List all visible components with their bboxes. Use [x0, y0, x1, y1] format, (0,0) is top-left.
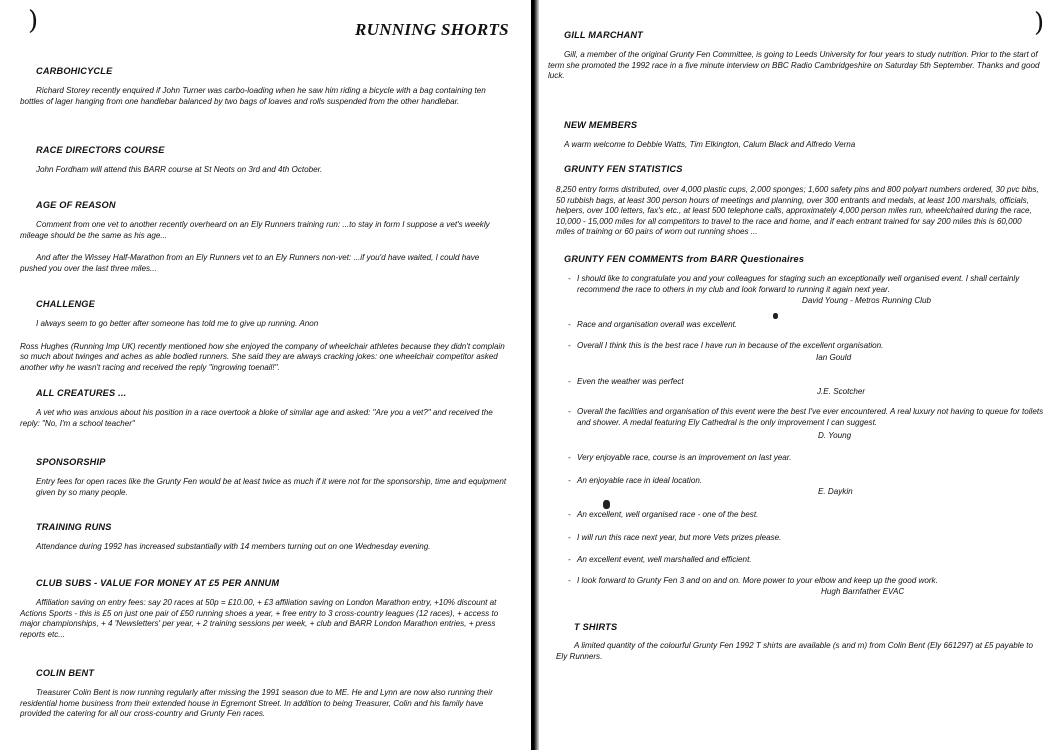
- comment-item: [568, 453, 1040, 464]
- section-text: John Fordham will attend this BARR course at St Neots on 3rd and 4th October.: [36, 165, 323, 174]
- binder-hole-mark: ): [1034, 8, 1045, 38]
- section-colin-bent: [20, 668, 508, 720]
- section-t-shirts: [556, 622, 1044, 662]
- section-heading: GRUNTY FEN COMMENTS from BARR Questionaires: [564, 254, 805, 264]
- comment-text: Race and organisation overall was excellent.: [577, 320, 738, 329]
- section-heading: TRAINING RUNS: [36, 522, 112, 532]
- list-dash: -: [568, 320, 571, 329]
- comments-heading-block: [564, 254, 1040, 264]
- list-dash: -: [568, 576, 571, 585]
- section-text: A vet who was anxious about his position in a race overtook a bloke of similar age and asked: "Are you a vet?" and received the reply: "No, I'm a school teacher": [20, 408, 493, 428]
- section-all-creatures: [20, 388, 508, 429]
- comment-item: [568, 476, 1040, 487]
- section-race-directors: [36, 145, 508, 176]
- section-statistics: [556, 164, 1040, 238]
- section-heading: RACE DIRECTORS COURSE: [36, 145, 165, 155]
- section-heading: SPONSORSHIP: [36, 457, 106, 467]
- comment-text: I will run this race next year, but more Vets prizes please.: [577, 533, 782, 542]
- comment-text: I look forward to Grunty Fen 3 and on and on. More power to your elbow and keep up the good work.: [577, 576, 938, 585]
- comment-author: Ian Gould: [816, 353, 852, 362]
- section-heading: CHALLENGE: [36, 299, 95, 309]
- section-age-of-reason: [20, 200, 508, 274]
- comment-text: An excellent event, well marshalled and efficient.: [577, 555, 752, 564]
- section-text: Comment from one vet to another recently overheard on an Ely Runners training run: ...to stay in form I suppose a vet's weekly mileage should be the same as his age...: [20, 220, 490, 240]
- list-dash: -: [568, 555, 571, 564]
- comment-text: An excellent, well organised race - one of the best.: [577, 510, 759, 519]
- section-heading: CARBOHICYCLE: [36, 66, 113, 76]
- section-club-subs: [20, 578, 508, 640]
- section-text: Entry fees for open races like the Grunty Fen would be at least twice as much if it were not for the sponsorship, time and equipment given by so many people.: [36, 477, 507, 497]
- list-dash: -: [568, 341, 571, 350]
- section-carbohicycle: [20, 66, 508, 107]
- section-gill-marchant: [548, 30, 1040, 82]
- section-text: Treasurer Colin Bent is now running regularly after missing the 1991 season due to ME. He and Lynn are now also running their residential home business from their extended house in Egremont Street. In addition to being Treasurer, Colin and his family have provided the catering for all our cross-country and Grunty Fen races.: [20, 688, 493, 719]
- comment-item: [568, 407, 1047, 428]
- comment-item: [568, 510, 1040, 521]
- right-page: [540, 0, 1063, 750]
- comment-item: [568, 320, 1040, 331]
- section-sponsorship: [36, 457, 508, 498]
- list-dash: -: [568, 533, 571, 542]
- comment-author: David Young - Metros Running Club: [802, 296, 931, 305]
- section-text: Affiliation saving on entry fees: say 20 races at 50p = £10.00, + £3 affiliation saving on London Marathon entry, +10% discount at Actions Sports - this is £5 on just one pair of £50 running shoes a year, + free entry to 3 cross-country leagues (12 races), + access to major championships, + 4 'Newsletters' per year, + 2 training sessions per week, + club and BARR London Marathon entries, + press reports etc...: [20, 598, 499, 639]
- list-dash: -: [568, 453, 571, 462]
- section-text: And after the Wissey Half-Marathon from an Ely Runners vet to an Ely Runners non-vet: ...if you'd have waited, I could have pushed you over the last three miles...: [20, 253, 480, 273]
- section-text: Attendance during 1992 has increased substantially with 14 members turning out on one Wednesday evening.: [36, 542, 431, 551]
- binder-hole-mark: ): [28, 6, 39, 36]
- comment-author: D. Young: [818, 431, 852, 440]
- section-text: Gill, a member of the original Grunty Fen Committee, is going to Leeds University for four years to study nutrition. Prior to the start of term she promoted the 1992 race in a five minute interview on BBC Radio Cambridgeshire on Saturday 5th September. Thanks and good luck.: [548, 50, 1040, 81]
- comment-text: Very enjoyable race, course is an improvement on last year.: [577, 453, 792, 462]
- section-text: Ross Hughes (Running Imp UK) recently mentioned how she enjoyed the company of wheelchair athletes because they didn't complain so much about twinges and aches as able bodied runners. She said they are always cracking jokes: one wheelchair competitor asked another why he wasn't racing and received the reply "ingrowing toenail!".: [20, 341, 505, 372]
- list-dash: -: [568, 274, 571, 283]
- section-challenge: [20, 299, 508, 373]
- section-text: A limited quantity of the colourful Grunty Fen 1992 T shirts are available (s and m) from Colin Bent (Ely 661297) at £5 payable to Ely Runners.: [556, 641, 1034, 661]
- comment-author: Hugh Barnfather EVAC: [821, 587, 905, 596]
- comment-text: An enjoyable race in ideal location.: [577, 476, 703, 485]
- comment-text: Overall the facilities and organisation of this event were the best I've ever encountered. A real luxury not having to queue for toilets and shower. A medal featuring Ely Cathedral is the only improvement I can suggest.: [577, 407, 1044, 427]
- comment-item: [568, 555, 1040, 566]
- comment-text: Overall I think this is the best race I have run in because of the excellent organisation.: [577, 341, 884, 350]
- comment-author: E. Daykin: [818, 487, 853, 496]
- comment-item: [568, 576, 1040, 587]
- left-page: [0, 0, 530, 750]
- list-dash: -: [568, 476, 571, 485]
- comment-item: [568, 377, 1040, 388]
- comment-text: Even the weather was perfect: [577, 377, 684, 386]
- section-heading: GRUNTY FEN STATISTICS: [564, 164, 683, 174]
- section-text: Richard Storey recently enquired if John Turner was carbo-loading when he saw him riding a bicycle with a bag containing ten bottles of lager hanging from one handlebar balanced by two bags of loaves and rolls suspended from the other handlebar.: [20, 86, 486, 106]
- section-heading: T SHIRTS: [574, 622, 618, 632]
- list-dash: -: [568, 377, 571, 386]
- section-heading: GILL MARCHANT: [564, 30, 643, 40]
- section-heading: AGE OF REASON: [36, 200, 116, 210]
- section-new-members: [564, 120, 1040, 151]
- section-heading: NEW MEMBERS: [564, 120, 638, 130]
- comment-text: I should like to congratulate you and your colleagues for staging such an exceptionally well organised event. I shall certainly recommend the race to others in my club and look forward to running it again next year.: [577, 274, 1020, 294]
- comment-author: J.E. Scotcher: [817, 387, 866, 396]
- section-text: I always seem to go better after someone has told me to give up running. Anon: [36, 319, 319, 328]
- section-training-runs: [36, 522, 508, 553]
- ink-blot: [603, 500, 610, 509]
- section-heading: CLUB SUBS - VALUE FOR MONEY AT £5 PER ANNUM: [36, 578, 280, 588]
- ink-blot: [773, 313, 778, 319]
- comment-item: [568, 533, 1040, 544]
- book-spine: [531, 0, 539, 750]
- list-dash: -: [568, 407, 571, 416]
- comment-item: [568, 341, 1040, 352]
- section-heading: ALL CREATURES ...: [36, 388, 127, 398]
- section-text: 8,250 entry forms distributed, over 4,000 plastic cups, 2,000 sponges; 1,600 safety pins and 800 polyart numbers ordered, 30 pvc bibs, 50 rubbish bags, at least 300 person hours of meetings and planning, over 300 entrants and medals, at least 100 marshals, officials, helpers, over 100 letters, fax's etc., at least 500 telephone calls, approximately 4,000 person miles run, wheelchaired during the race, 10,000 - 15,000 miles for all competitors to travel to the race and home, and if each entrant trained for say 200 miles this is 60,000 miles of training or 60 pairs of worn out running shoes ...: [556, 185, 1039, 237]
- comment-item: [568, 274, 1040, 295]
- list-dash: -: [568, 510, 571, 519]
- section-heading: COLIN BENT: [36, 668, 95, 678]
- page-title: RUNNING SHORTS: [355, 20, 509, 39]
- section-text: A warm welcome to Debbie Watts, Tim Elkington, Calum Black and Alfredo Verna: [564, 140, 856, 149]
